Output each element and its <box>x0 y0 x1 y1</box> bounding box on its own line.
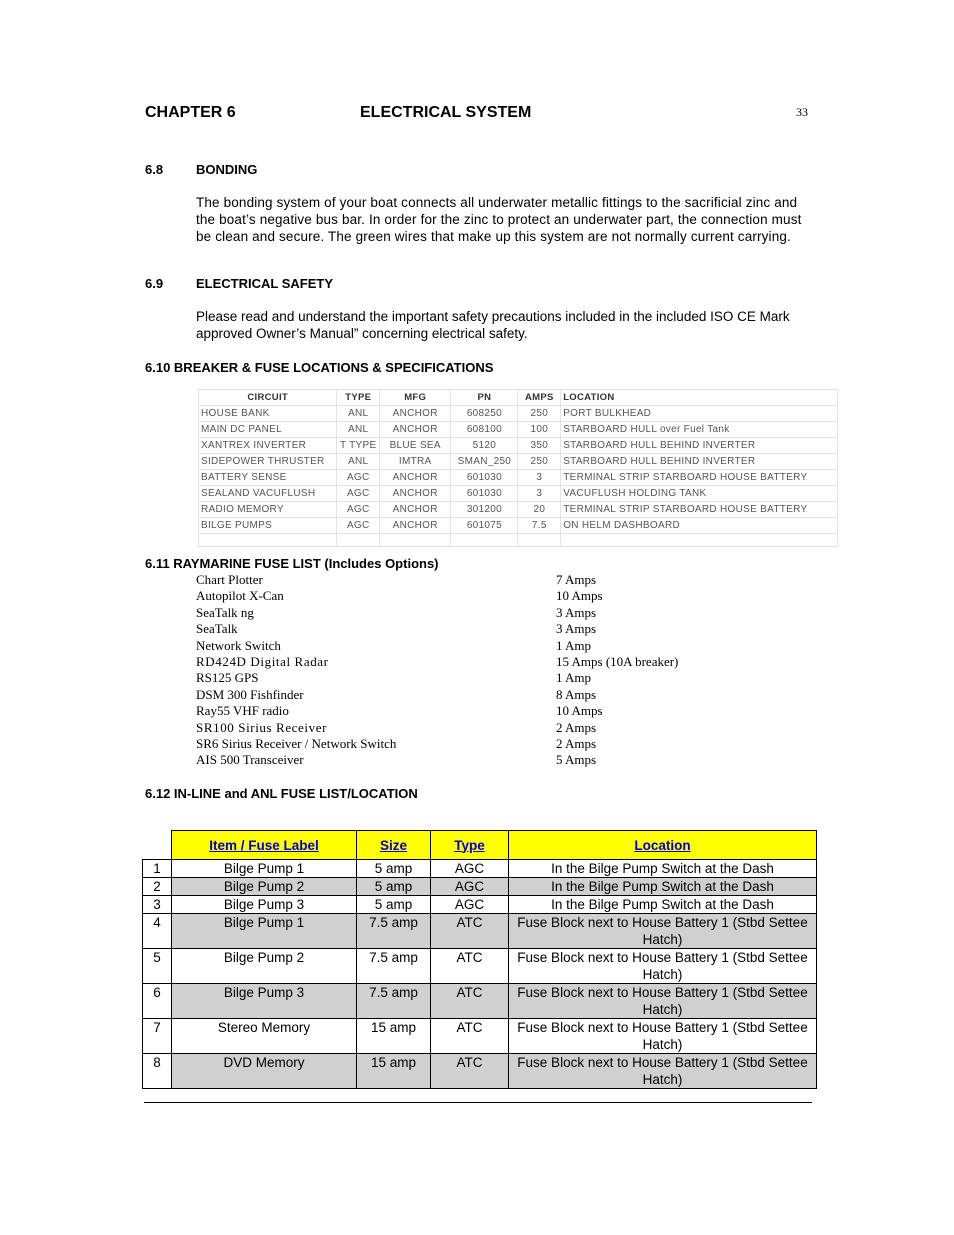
list-item: Ray55 VHF radio <box>196 703 289 719</box>
list-item: Chart Plotter <box>196 572 263 587</box>
col-header: LOCATION <box>561 390 838 406</box>
list-item-amps: 5 Amps <box>556 752 597 768</box>
table-cell: 601030 <box>451 470 518 486</box>
list-item: RS125 GPS <box>196 670 259 686</box>
section-title-bonding: BONDING <box>196 162 258 177</box>
col-header: MFG <box>380 390 451 406</box>
table-cell: AGC <box>337 486 380 502</box>
chapter-label: CHAPTER 6 <box>145 104 236 121</box>
table-cell: Stereo Memory <box>172 1019 357 1054</box>
table-row <box>143 1019 817 1054</box>
table-row <box>143 949 817 984</box>
list-item-amps: 2 Amps <box>556 719 597 735</box>
table-cell: ANL <box>337 406 380 422</box>
col-header: Type <box>431 831 509 860</box>
col-header: AMPS <box>518 390 561 406</box>
table-cell: 301200 <box>451 502 518 518</box>
table-cell: 608100 <box>451 422 518 438</box>
row-number: 7 <box>143 1019 172 1054</box>
table-row <box>143 860 817 878</box>
row-number: 4 <box>143 914 172 949</box>
list-item: Network Switch <box>196 637 281 653</box>
row-number: 3 <box>143 896 172 914</box>
list-item: SR6 Sirius Receiver / Network Switch <box>196 736 397 752</box>
table-cell: ANCHOR <box>380 518 451 534</box>
table-row <box>199 470 838 486</box>
table-cell: 250 <box>518 454 561 470</box>
table-cell: 601030 <box>451 486 518 502</box>
table-cell: Fuse Block next to House Battery 1 (Stbd Settee Hatch) <box>509 914 817 949</box>
table-cell: 7.5 amp <box>357 984 431 1019</box>
table-cell: 7.5 <box>518 518 561 534</box>
table-cell: 5 amp <box>357 878 431 896</box>
table-cell: BLUE SEA <box>380 438 451 454</box>
col-header: Location <box>509 831 817 860</box>
table-cell: In the Bilge Pump Switch at the Dash <box>509 860 817 878</box>
list-item: SeaTalk ng <box>196 604 254 620</box>
table-cell: SIDEPOWER THRUSTER <box>199 454 337 470</box>
list-item-amps: 7 Amps <box>556 572 597 587</box>
table-cell: RADIO MEMORY <box>199 502 337 518</box>
safety-paragraph: Please read and understand the important safety precautions included in the included ISO CE Mark approved Owner’s Manual” concerning electrical safety. <box>196 309 790 341</box>
table-cell: Fuse Block next to House Battery 1 (Stbd Settee Hatch) <box>509 1019 817 1054</box>
table-cell: MAIN DC PANEL <box>199 422 337 438</box>
row-number: 8 <box>143 1054 172 1089</box>
row-number: 2 <box>143 878 172 896</box>
table-row <box>143 984 817 1019</box>
list-item-amps: 3 Amps <box>556 604 597 620</box>
table-cell: ANL <box>337 454 380 470</box>
list-item-amps: 3 Amps <box>556 621 597 637</box>
table-cell: Bilge Pump 3 <box>172 984 357 1019</box>
section-title-electrical-safety: ELECTRICAL SAFETY <box>196 276 333 291</box>
table-cell: 250 <box>518 406 561 422</box>
table-row <box>199 406 838 422</box>
list-item-amps: 8 Amps <box>556 686 597 702</box>
list-item: RD424D Digital Radar <box>196 654 329 670</box>
table-row <box>143 1054 817 1089</box>
list-item-amps: 2 Amps <box>556 736 597 752</box>
table-cell: In the Bilge Pump Switch at the Dash <box>509 878 817 896</box>
list-item: AIS 500 Transceiver <box>196 752 304 768</box>
table-cell: 5 amp <box>357 860 431 878</box>
table-cell: VACUFLUSH HOLDING TANK <box>561 486 838 502</box>
table-spacer-row <box>199 534 838 547</box>
table-cell: 5120 <box>451 438 518 454</box>
table-cell: ANCHOR <box>380 422 451 438</box>
section-title-raymarine: 6.11 RAYMARINE FUSE LIST (Includes Options) <box>145 556 439 571</box>
breaker-table-header <box>199 390 838 406</box>
table-cell: XANTREX INVERTER <box>199 438 337 454</box>
table-cell: ANL <box>337 422 380 438</box>
table-cell: AGC <box>431 878 509 896</box>
col-header: Size <box>357 831 431 860</box>
table-cell: Fuse Block next to House Battery 1 (Stbd Settee Hatch) <box>509 949 817 984</box>
table-cell: TERMINAL STRIP STARBOARD HOUSE BATTERY <box>561 502 838 518</box>
table-cell: 608250 <box>451 406 518 422</box>
table-cell: Fuse Block next to House Battery 1 (Stbd Settee Hatch) <box>509 984 817 1019</box>
bonding-paragraph: The bonding system of your boat connects all underwater metallic fittings to the sacrificial zinc and the boat’s negative bus bar. In order for the zinc to protect an underwater part, the connection must be clean and secure. The green wires that make up this system are not normally current carrying. <box>196 195 802 244</box>
table-cell: AGC <box>337 502 380 518</box>
list-item-amps: 1 Amp <box>556 670 592 686</box>
table-cell: ATC <box>431 1054 509 1089</box>
table-cell: T TYPE <box>337 438 380 454</box>
table-row <box>199 438 838 454</box>
row-number: 1 <box>143 860 172 878</box>
section-title-inline-anl: 6.12 IN-LINE and ANL FUSE LIST/LOCATION <box>145 786 418 801</box>
list-item-amps: 10 Amps <box>556 588 603 604</box>
row-number: 5 <box>143 949 172 984</box>
table-row <box>143 896 817 914</box>
col-header: PN <box>451 390 518 406</box>
table-cell: 3 <box>518 486 561 502</box>
table-cell: 7.5 amp <box>357 949 431 984</box>
raymarine-item-names <box>196 572 536 769</box>
table-cell: Bilge Pump 3 <box>172 896 357 914</box>
list-item-amps: 1 Amp <box>556 637 592 653</box>
table-cell: ANCHOR <box>380 470 451 486</box>
table-cell: SMAN_250 <box>451 454 518 470</box>
table-cell: ATC <box>431 1019 509 1054</box>
table-cell: ATC <box>431 949 509 984</box>
table-cell: 7.5 amp <box>357 914 431 949</box>
list-item: SeaTalk <box>196 621 238 637</box>
raymarine-item-amps <box>556 572 806 769</box>
chapter-title: ELECTRICAL SYSTEM <box>360 104 532 121</box>
table-cell: 20 <box>518 502 561 518</box>
table-row <box>199 486 838 502</box>
table-cell: 350 <box>518 438 561 454</box>
table-cell: Bilge Pump 2 <box>172 878 357 896</box>
table-cell: Bilge Pump 1 <box>172 860 357 878</box>
page-number: 33 <box>796 105 808 119</box>
table-cell: ATC <box>431 984 509 1019</box>
table-cell: Fuse Block next to House Battery 1 (Stbd Settee Hatch) <box>509 1054 817 1089</box>
table-cell: TERMINAL STRIP STARBOARD HOUSE BATTERY <box>561 470 838 486</box>
table-cell: STARBOARD HULL over Fuel Tank <box>561 422 838 438</box>
table-cell: Bilge Pump 1 <box>172 914 357 949</box>
section-number-6-8: 6.8 <box>145 162 164 177</box>
section-title-breaker-fuse: 6.10 BREAKER & FUSE LOCATIONS & SPECIFICATIONS <box>145 360 494 375</box>
table-cell: 15 amp <box>357 1019 431 1054</box>
col-header: TYPE <box>337 390 380 406</box>
table-cell: In the Bilge Pump Switch at the Dash <box>509 896 817 914</box>
table-cell: AGC <box>337 518 380 534</box>
table-cell: AGC <box>431 896 509 914</box>
table-cell: PORT BULKHEAD <box>561 406 838 422</box>
table-cell: 15 amp <box>357 1054 431 1089</box>
list-item-amps: 15 Amps (10A breaker) <box>556 654 679 670</box>
section-number-6-9: 6.9 <box>145 276 164 291</box>
table-cell: 3 <box>518 470 561 486</box>
row-number: 6 <box>143 984 172 1019</box>
table-cell: AGC <box>337 470 380 486</box>
table-cell: SEALAND VACUFLUSH <box>199 486 337 502</box>
table-cell: ANCHOR <box>380 486 451 502</box>
inline-fuse-table <box>142 830 817 1089</box>
table-row <box>143 878 817 896</box>
col-header: Item / Fuse Label <box>172 831 357 860</box>
table-row <box>143 914 817 949</box>
list-item: DSM 300 Fishfinder <box>196 686 304 702</box>
list-item: SR100 Sirius Receiver <box>196 719 328 735</box>
table-cell: DVD Memory <box>172 1054 357 1089</box>
table-cell: AGC <box>431 860 509 878</box>
table-cell: IMTRA <box>380 454 451 470</box>
table-cell: ANCHOR <box>380 406 451 422</box>
table-cell: ANCHOR <box>380 502 451 518</box>
table-row <box>199 502 838 518</box>
fuse-table-header <box>143 831 817 860</box>
col-header: CIRCUIT <box>199 390 337 406</box>
list-item: Autopilot X-Can <box>196 588 284 604</box>
table-cell: BATTERY SENSE <box>199 470 337 486</box>
breaker-table <box>198 389 838 547</box>
table-cell: 5 amp <box>357 896 431 914</box>
table-cell: 601075 <box>451 518 518 534</box>
table-row <box>199 454 838 470</box>
table-cell: HOUSE BANK <box>199 406 337 422</box>
table-cell: BILGE PUMPS <box>199 518 337 534</box>
list-item-amps: 10 Amps <box>556 703 603 719</box>
footer-divider <box>144 1102 812 1103</box>
table-cell: ON HELM DASHBOARD <box>561 518 838 534</box>
table-row <box>199 422 838 438</box>
table-cell: STARBOARD HULL BEHIND INVERTER <box>561 454 838 470</box>
table-row <box>199 518 838 534</box>
table-cell: Bilge Pump 2 <box>172 949 357 984</box>
table-cell: STARBOARD HULL BEHIND INVERTER <box>561 438 838 454</box>
table-cell: 100 <box>518 422 561 438</box>
table-cell: ATC <box>431 914 509 949</box>
